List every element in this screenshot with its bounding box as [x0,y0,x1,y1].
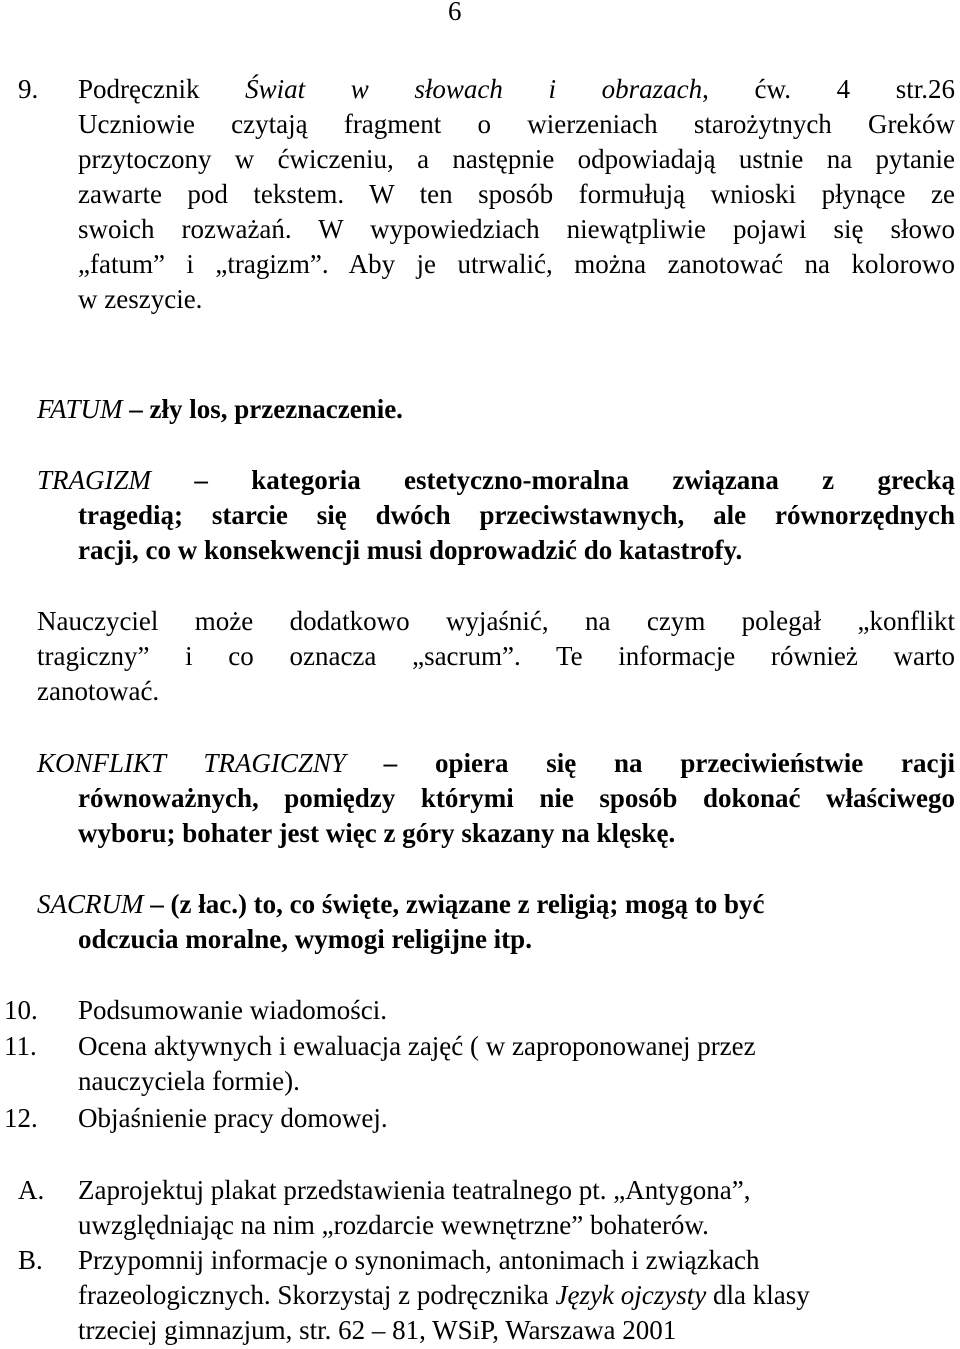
homework-a-text [78,1173,955,1243]
item-9-line-3: przytoczony w ćwiczeniu, a następnie odpowiadają ustnie na pytanie [78,144,955,174]
homework-b-label: B. [18,1245,43,1275]
homework-b-line-3: trzeciej gimnazjum, str. 62 – 81, WSiP, Warszawa 2001 [78,1315,677,1345]
konflikt-definition [37,746,955,851]
konflikt-line-2: równoważnych, pomiędzy którymi nie sposób dokonać właściwego [78,783,955,813]
item-9-line-1: Podręcznik Świat w słowach i obrazach, ćw. 4 str.26 [78,74,955,104]
teacher-note [37,604,955,709]
page-number: 6 [448,0,462,26]
book-title: Świat w słowach i obrazach [245,74,703,104]
tragizm-line-1: TRAGIZM – kategoria estetyczno-moralna związana z grecką [37,465,955,495]
sacrum-definition [37,887,955,957]
item-12-number: 12. [4,1103,38,1133]
item-12-text: Objaśnienie pracy domowej. [78,1103,388,1133]
item-9-line-5: swoich rozważań. W wypowiedziach niewątpliwie pojawi się słowo [78,214,955,244]
konflikt-term: KONFLIKT TRAGICZNY [37,748,346,778]
item-10-text: Podsumowanie wiadomości. [78,995,387,1025]
homework-a-line-1: Zaprojektuj plakat przedstawienia teatralnego pt. „Antygona”, [78,1175,751,1205]
item-10-number: 10. [4,995,38,1025]
tragizm-line-3: racji, co w konsekwencji musi doprowadzić do katastrofy. [78,535,743,565]
sacrum-term: SACRUM [37,889,144,919]
item-9-line-2: Uczniowie czytają fragment o wierzeniach starożytnych Greków [78,109,955,139]
item-9-line-6: „fatum” i „tragizm”. Aby je utrwalić, można zanotować na kolorowo [78,249,955,279]
homework-b-line-1: Przypomnij informacje o synonimach, antonimach i związkach [78,1245,760,1275]
homework-a-line-2: uwzględniając na nim „rozdarcie wewnętrzne” bohaterów. [78,1210,709,1240]
textbook-title: Język ojczysty [555,1280,707,1310]
homework-a-label: A. [18,1175,45,1205]
konflikt-line-3: wyboru; bohater jest więc z góry skazany na klęskę. [78,818,676,848]
fatum-term: FATUM [37,394,123,424]
konflikt-line-1: KONFLIKT TRAGICZNY – opiera się na przeciwieństwie racji [37,748,955,778]
item-9-text [78,72,955,317]
tragizm-line-2: tragedią; starcie się dwóch przeciwstawnych, ale równorzędnych [78,500,955,530]
tragizm-definition [37,463,955,568]
item-11-text [78,1029,955,1099]
teacher-note-line-2: tragiczny” i co oznacza „sacrum”. Te informacje również warto [37,641,955,671]
homework-b-text [78,1243,955,1348]
sacrum-line-2: odczucia moralne, wymogi religijne itp. [78,924,532,954]
fatum-definition [37,392,955,427]
item-11-number: 11. [4,1031,37,1061]
fatum-text: – zły los, przeznaczenie. [122,394,403,424]
sacrum-line-1: SACRUM – (z łac.) to, co święte, związane z religią; mogą to być [37,889,765,919]
item-9-line-7: w zeszycie. [78,284,203,314]
item-9-line-4: zawarte pod tekstem. W ten sposób formułują wnioski płynące ze [78,179,955,209]
homework-b-line-2: frazeologicznych. Skorzystaj z podręcznika Język ojczysty dla klasy [78,1280,810,1310]
tragizm-term: TRAGIZM [37,465,151,495]
item-9-number: 9. [18,74,39,104]
teacher-note-line-3: zanotować. [37,676,160,706]
teacher-note-line-1: Nauczyciel może dodatkowo wyjaśnić, na czym polegał „konflikt [37,606,955,636]
item-11-line-2: nauczyciela formie). [78,1066,300,1096]
item-11-line-1: Ocena aktywnych i ewaluacja zajęć ( w zaproponowanej przez [78,1031,756,1061]
